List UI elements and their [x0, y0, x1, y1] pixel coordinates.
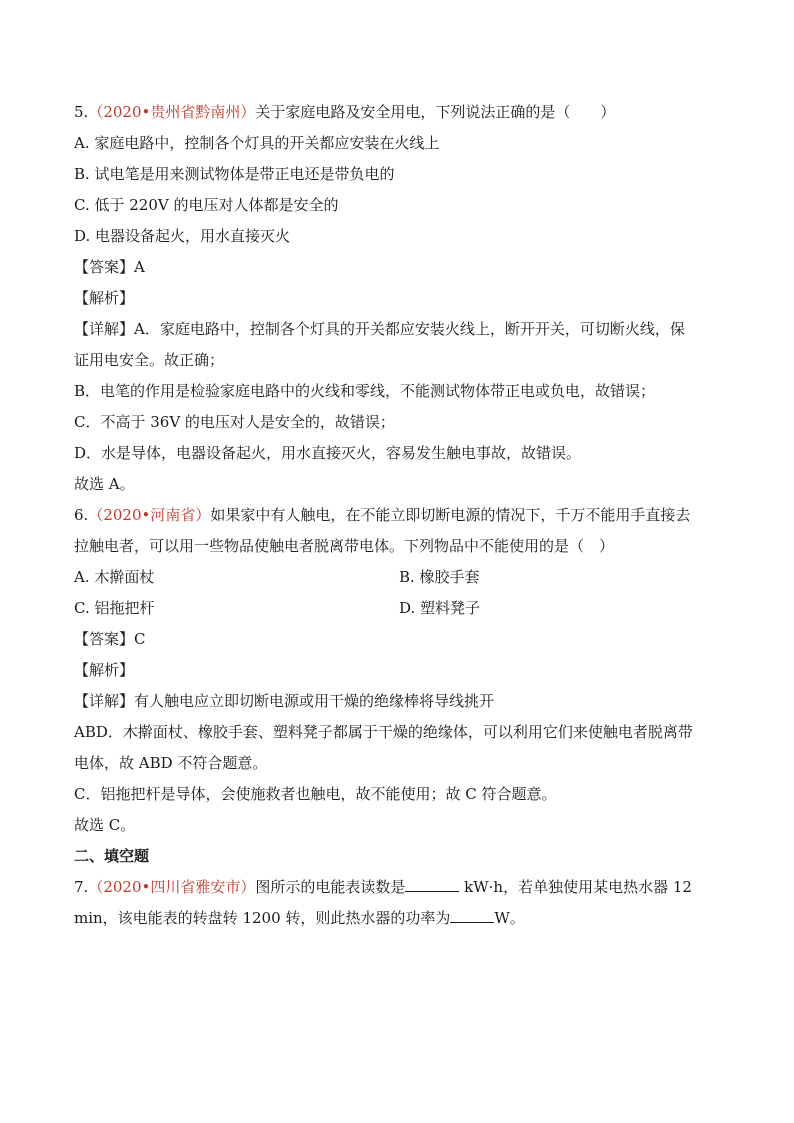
q5-option-b: B. 试电笔是用来测试物体是带正电还是带负电的: [74, 165, 395, 183]
q6-option-a: A. 木擀面杖: [74, 568, 155, 586]
q5-option-c: C. 低于 220V 的电压对人体都是安全的: [74, 196, 339, 214]
q5-detail-3: B．电笔的作用是检验家庭电路中的火线和零线，不能测试物体带正电或负电，故错误；: [74, 382, 656, 400]
q5-analysis: 【解析】: [74, 289, 135, 307]
q6-detail-3: 电体，故 ABD 不符合题意。: [74, 754, 268, 772]
q5-detail-1: 【详解】A．家庭电路中，控制各个灯具的开关都应安装火线上，断开开关，可切断火线，保: [74, 320, 685, 338]
q6-detail-5: 故选 C。: [74, 816, 136, 834]
q5-option-d: D. 电器设备起火，用水直接灭火: [74, 227, 291, 245]
q5-detail-2: 证用电安全。故正确；: [74, 351, 225, 369]
q7-source: （2020•四川省雅安市）: [88, 878, 256, 896]
q6-option-b: B. 橡胶手套: [399, 568, 480, 586]
q6-stem: [74, 500, 724, 531]
q6-options-row-1: [74, 562, 724, 593]
q6-source: （2020•河南省）: [88, 506, 211, 524]
q6-option-d: D. 塑料凳子: [399, 599, 481, 617]
q5-stem: [74, 97, 724, 128]
q7-stem-text-2b: W。: [494, 909, 525, 927]
q5-stem-text: 关于家庭电路及安全用电，下列说法正确的是（ ）: [255, 103, 616, 121]
q7-stem-text-2a: min，该电能表的转盘转 1200 转，则此热水器的功率为: [74, 909, 451, 927]
q6-stem-text-2: 拉触电者，可以用一些物品使触电者脱离带电体。下列物品中不能使用的是（ ）: [74, 537, 615, 555]
q6-option-c: C. 铝拖把杆: [74, 599, 155, 617]
q5-option-a: A. 家庭电路中，控制各个灯具的开关都应安装在火线上: [74, 134, 440, 152]
q5-source: （2020•贵州省黔南州）: [88, 103, 256, 121]
q7-stem-text-1a: 图所示的电能表读数是: [255, 878, 406, 896]
content: [74, 97, 724, 934]
q5-answer: 【答案】A: [74, 258, 145, 276]
q5-detail-4: C．不高于 36V 的电压对人是安全的，故错误；: [74, 413, 395, 431]
q5-detail-6: 故选 A。: [74, 475, 135, 493]
q7-stem-text-1b: kW·h，若单独使用某电热水器 12: [459, 878, 692, 896]
q5-number: 5.: [74, 103, 89, 121]
q6-answer: 【答案】C: [74, 630, 146, 648]
q6-detail-1: 【详解】有人触电应立即切断电源或用干燥的绝缘棒将导线挑开: [74, 692, 495, 710]
q7-number: 7.: [74, 878, 89, 896]
q6-stem-text-1: 如果家中有人触电，在不能立即切断电源的情况下，千万不能用手直接去: [210, 506, 691, 524]
q6-detail-4: C．铝拖把杆是导体，会使施救者也触电，故不能使用；故 C 符合题意。: [74, 785, 557, 803]
q6-options-row-2: [74, 593, 724, 624]
q6-number: 6.: [74, 506, 89, 524]
q7-stem-line-2: [74, 903, 724, 934]
q5-detail-5: D．水是导体，电器设备起火，用水直接灭火，容易发生触电事故，故错误。: [74, 444, 582, 462]
q7-stem-line-1: [74, 872, 724, 903]
q7-blank-2: [450, 904, 494, 923]
q6-analysis: 【解析】: [74, 661, 135, 679]
section-heading: 二、填空题: [74, 847, 150, 865]
q6-detail-2: ABD．木擀面杖、橡胶手套、塑料凳子都属于干燥的绝缘体，可以利用它们来使触电者脱离带: [74, 723, 693, 741]
q7-blank-1: [405, 873, 459, 892]
